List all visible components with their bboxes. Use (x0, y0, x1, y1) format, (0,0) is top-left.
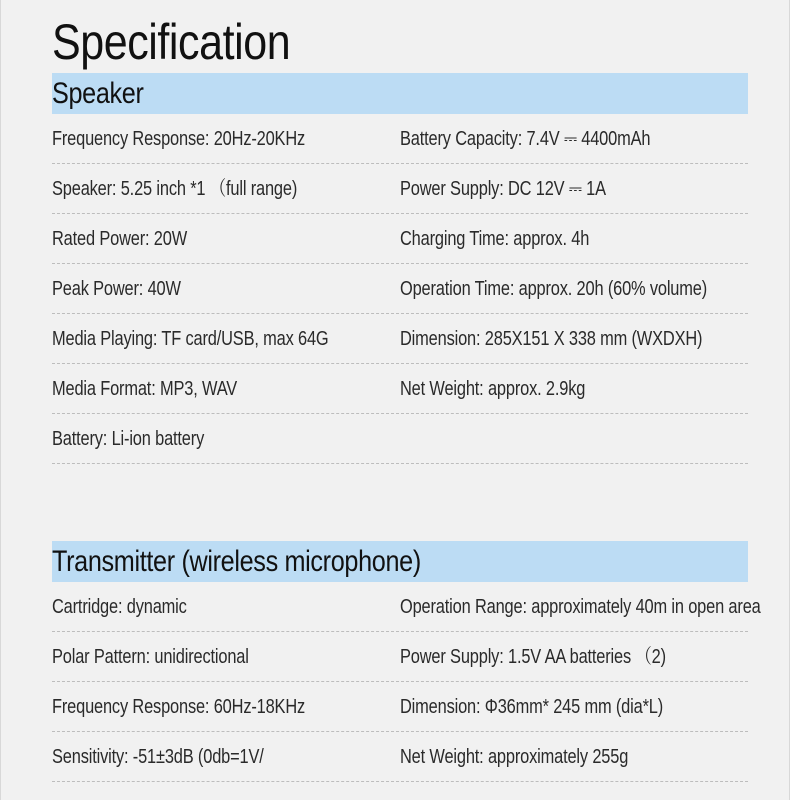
spec-right: Power Supply: 1.5V AA batteries （2) (400, 645, 666, 668)
spec-left: Media Playing: TF card/USB, max 64G (52, 327, 329, 350)
table-row (52, 682, 748, 732)
spec-right: Dimension: Φ36mm* 245 mm (dia*L) (400, 695, 664, 718)
spec-left: Battery: Li-ion battery (52, 427, 205, 450)
spec-left: Polar Pattern: unidirectional (52, 645, 249, 668)
speaker-section-header (52, 73, 748, 114)
transmitter-section (52, 541, 761, 782)
transmitter-section-header (52, 541, 748, 582)
spec-right: Operation Range: approximately 40m in open area (400, 595, 761, 618)
table-row (52, 632, 748, 682)
table-row (52, 364, 748, 414)
speaker-section (52, 73, 748, 464)
table-row (52, 214, 748, 264)
table-row (52, 732, 748, 782)
spec-left: Peak Power: 40W (52, 277, 181, 300)
spec-left: Sensitivity: -51±3dB (0db=1V/ (52, 745, 264, 768)
spec-right: Operation Time: approx. 20h (60% volume) (400, 277, 708, 300)
spec-left: Frequency Response: 20Hz-20KHz (52, 127, 306, 150)
spec-right: Charging Time: approx. 4h (400, 227, 590, 250)
table-row (52, 114, 748, 164)
spec-left: Media Format: MP3, WAV (52, 377, 238, 400)
section-title: Speaker (52, 77, 144, 110)
spec-left: Rated Power: 20W (52, 227, 188, 250)
spec-right: Battery Capacity: 7.4V ⎓ 4400mAh (400, 127, 651, 150)
table-row (52, 314, 748, 364)
spec-left: Frequency Response: 60Hz-18KHz (52, 695, 306, 718)
spec-left: Speaker: 5.25 inch *1 （full range) (52, 177, 298, 200)
table-row (52, 582, 761, 632)
table-row (52, 414, 748, 464)
spec-right: Power Supply: DC 12V ⎓ 1A (400, 177, 606, 200)
spec-right: Net Weight: approximately 255g (400, 745, 629, 768)
table-row (52, 264, 748, 314)
spec-right (400, 427, 748, 451)
section-title: Transmitter (wireless microphone) (52, 545, 421, 578)
spec-right: Dimension: 285X151 X 338 mm (WXDXH) (400, 327, 703, 350)
spec-right: Net Weight: approx. 2.9kg (400, 377, 586, 400)
table-row (52, 164, 748, 214)
spec-left: Cartridge: dynamic (52, 595, 187, 618)
page-title: Specification (52, 13, 291, 70)
